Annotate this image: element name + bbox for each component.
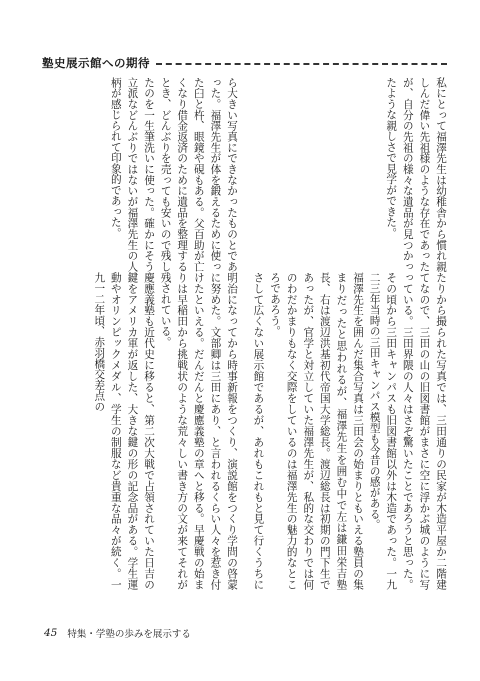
paragraph: 私にとって福澤先生は幼稚舎から慣れ親しんだ偉い先祖様のような存在であったが、自分の先祖の様々な遺品が見つかったような親しさで見学ができた。: [385, 77, 447, 272]
text-block-top-right: [248, 77, 449, 272]
paragraph: 明治になってから時事新報をつくり、演説館をつくり学問の啓蒙に努めた。文部卿は三田にあり、と言われるくらい人々を惹き付けたといえる。だんだんと慶應義塾の章へと移る。早慶戦の始まりは早稲田から挑戦状のような荒々しい書き方の文が来てそれが残されている。: [159, 272, 238, 590]
paragraph: さして広くない展示館であるが、あれもこれもと見て行くうちに: [252, 272, 265, 590]
page-footer: [44, 625, 191, 641]
text-block-top-left: [44, 77, 240, 272]
text-block-bottom-left: [44, 272, 240, 590]
text-block-bottom-right: [248, 272, 449, 590]
paragraph: たりから撮られた写真では、三田通りの民家が木造平屋か二階建てなので、三田の山の旧図書館がまさに空に浮かぶ城のように写っている。三田界隈の人々はさぞ驚いたことであろうと思った。その頃から三田キャンパスも旧図書館以外は木造であった。一九二三年当時の三田キャンパス模型も今昔の感がある。: [368, 272, 447, 590]
section-header: [42, 55, 447, 71]
header-dashed-rule: [156, 63, 447, 65]
section-title: 塾史展示館への期待: [42, 56, 150, 70]
paragraph: 慶應義塾も近代史に移ると、第二次大戦で占領されていた日吉の鍵をアメリカ軍が返した、大きな鍵の形の記念品がある。学生運動やオリンピックメダル、学生の制服など貴重な品々が続く。一九一二年頃、赤羽橋交差点の: [93, 272, 156, 590]
running-title: 特集・学塾の歩みを展示する: [67, 629, 191, 640]
page-number: 45: [44, 627, 58, 639]
paragraph: 福澤先生を囲んだ集合写真は三田会の始まりともいえる塾員の集まりだったと思われるが、福澤先生を囲む中で左は鎌田栄吉塾長、右は渡辺洪基初代帝国大学総長。渡辺総長は初期の門下生であったが、官学と対立していた福澤先生が、私的な交わりでは何のわだかまりもなく交際をしているのは福澤先生の魅力的なところであろう。: [269, 272, 365, 590]
paragraph: ら大きい写真にできなかったものとであった。福澤先生が体を鍛えるために使った臼と杵、眼鏡や硯もある。父百助が亡くなり借金返済のために遺品を整理するとき、どんぶりを売っても安いので残したのを一生筆洗いに使った。確かにそう立派などんぶりではないが福澤先生の人柄が感じられて印象的であった。: [109, 77, 238, 272]
